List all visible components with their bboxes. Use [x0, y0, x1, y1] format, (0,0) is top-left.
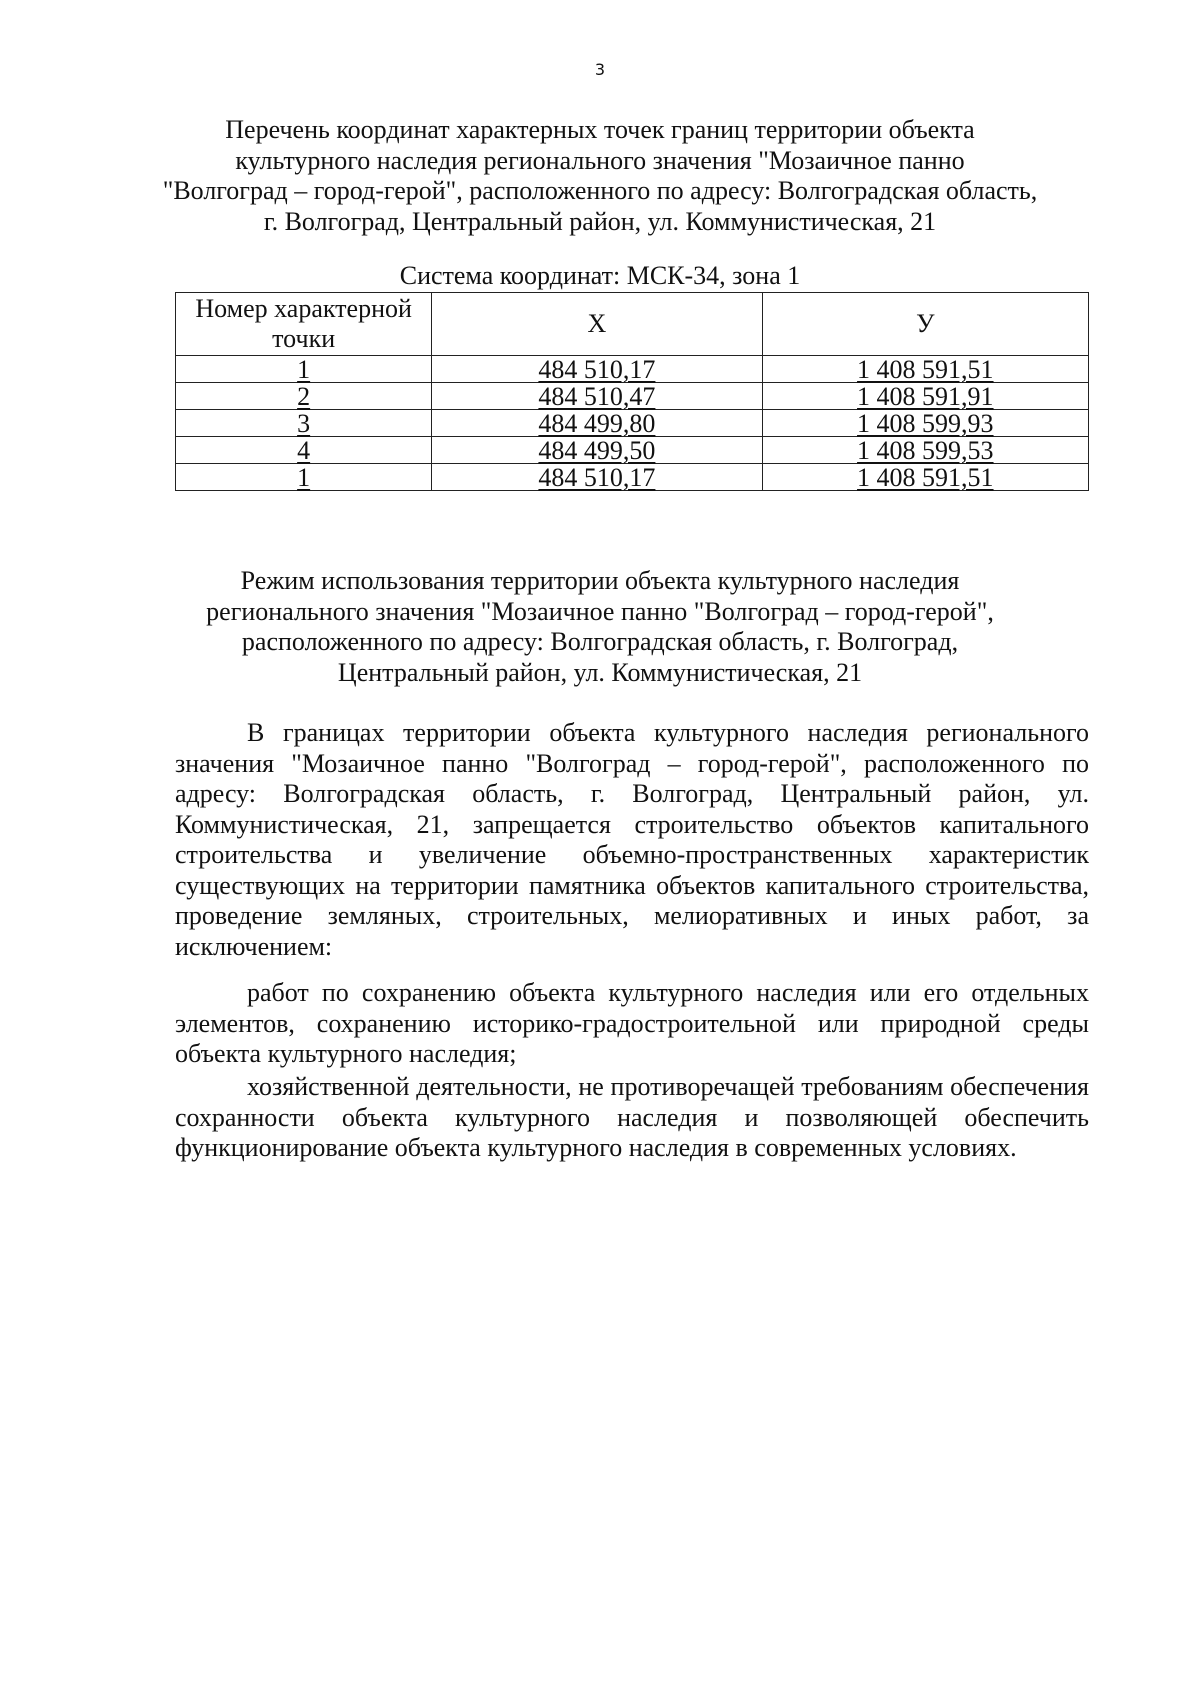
y-coordinate-cell: 1 408 591,51	[762, 356, 1088, 383]
y-coordinate-cell: 1 408 591,91	[762, 383, 1088, 410]
usage-regime-title	[150, 566, 1050, 688]
body-paragraph-exception-preservation	[175, 978, 1089, 1070]
x-coordinate-cell: 484 510,17	[432, 356, 762, 383]
header-point-number: Номер характерной точки	[176, 293, 432, 356]
coordinates-list-title	[150, 115, 1050, 237]
page-number: 3	[594, 60, 606, 79]
title-line: Перечень координат характерных точек границ территории объекта	[225, 115, 975, 144]
table-row	[176, 383, 1089, 410]
coordinate-system-caption: Система координат: МСК-34, зона 1	[399, 261, 801, 290]
table-header-row	[176, 293, 1089, 356]
x-coordinate-cell: 484 510,17	[432, 464, 762, 491]
body-paragraph-restrictions	[175, 718, 1089, 962]
title-line: Центральный район, ул. Коммунистическая, 21	[337, 657, 863, 687]
title-line: культурного наследия регионального значения "Мозаичное панно	[235, 145, 965, 175]
table-row	[176, 410, 1089, 437]
title-line: Режим использования территории объекта культурного наследия	[240, 566, 960, 595]
paragraph-text: работ по сохранению объекта культурного наследия или его отдельных элементов, сохранению историко-градостроительной или природной среды объекта культурного наследия;	[175, 978, 1089, 1068]
title-line: расположенного по адресу: Волгоградская область, г. Волгоград,	[241, 627, 959, 656]
table-row	[176, 437, 1089, 464]
point-number-cell: 1	[176, 356, 432, 383]
y-coordinate-cell: 1 408 599,53	[762, 437, 1088, 464]
point-number-cell: 2	[176, 383, 432, 410]
x-coordinate-cell: 484 510,47	[432, 383, 762, 410]
x-coordinate-cell: 484 499,80	[432, 410, 762, 437]
y-coordinate-cell: 1 408 599,93	[762, 410, 1088, 437]
coordinates-table	[175, 292, 1089, 491]
x-coordinate-cell: 484 499,50	[432, 437, 762, 464]
paragraph-text: В границах территории объекта культурного наследия регионального значения "Мозаичное панно "Волгоград – город-герой", расположенного по адресу: Волгоградская область, г. Волгоград, Центральный район, ул. Коммунистическая, 21, запрещается строительство объектов капитального строительства и увеличение объемно-пространственных характеристик существующих на территории памятника объектов капитального строительства, проведение земляных, строительных, мелиоративных и иных работ, за исключением:	[175, 718, 1089, 961]
table-row	[176, 464, 1089, 491]
body-paragraph-exception-economic	[175, 1072, 1089, 1164]
title-line: г. Волгоград, Центральный район, ул. Коммунистическая, 21	[263, 206, 937, 236]
point-number-cell: 3	[176, 410, 432, 437]
table-row	[176, 356, 1089, 383]
title-line: "Волгоград – город-герой", расположенного по адресу: Волгоградская область,	[162, 176, 1038, 205]
paragraph-text: хозяйственной деятельности, не противоречащей требованиям обеспечения сохранности объекта культурного наследия и позволяющей обеспечить функционирование объекта культурного наследия в современных условиях.	[175, 1072, 1089, 1162]
point-number-cell: 4	[176, 437, 432, 464]
y-coordinate-cell: 1 408 591,51	[762, 464, 1088, 491]
header-y: У	[762, 293, 1088, 356]
header-x: X	[432, 293, 762, 356]
point-number-cell: 1	[176, 464, 432, 491]
title-line: регионального значения "Мозаичное панно "Волгоград – город-герой",	[206, 596, 994, 626]
